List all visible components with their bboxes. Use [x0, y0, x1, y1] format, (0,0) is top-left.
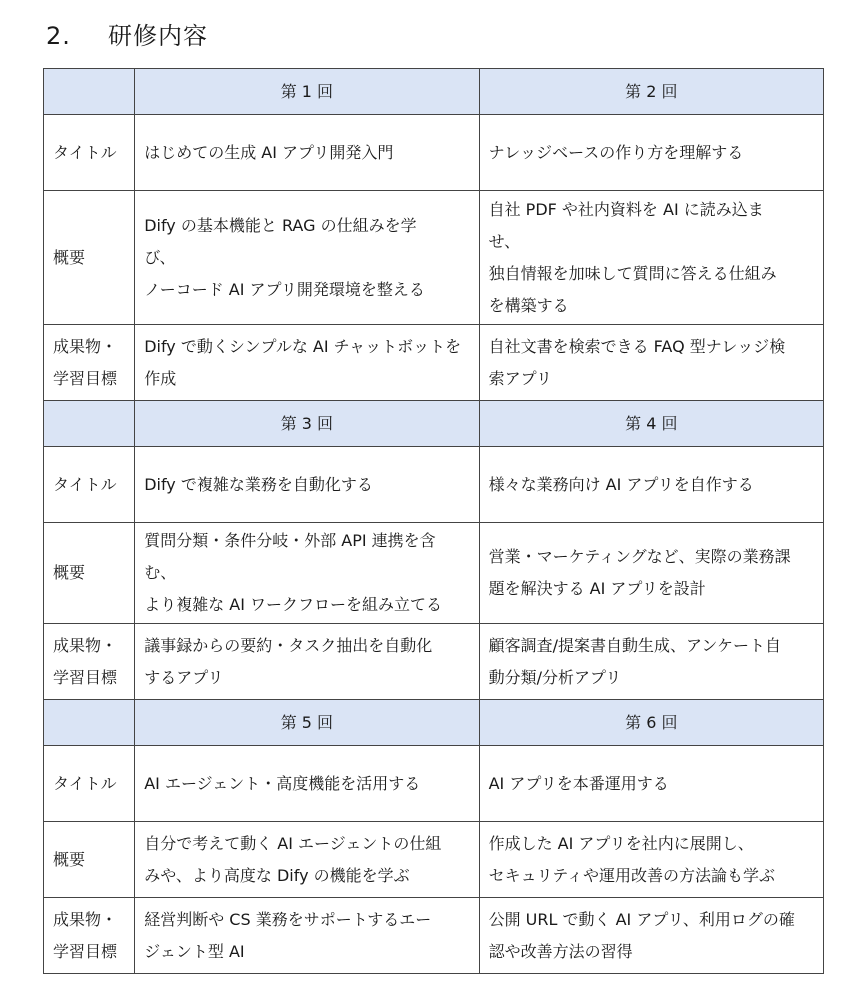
row-label-line: 概要 [53, 849, 86, 869]
session-header: 第 1 回 [135, 69, 479, 115]
cell-right-line: 認や改善方法の習得 [488, 941, 633, 961]
cell-left [135, 325, 479, 401]
row-label [44, 746, 135, 822]
cell-right [479, 822, 823, 898]
table-row-outcome [44, 624, 824, 700]
row-label [44, 523, 135, 624]
header-empty-cell [44, 69, 135, 115]
row-label-line: タイトル [53, 773, 117, 793]
cell-left-line: Dify で動くシンプルな AI チャットボットを [144, 336, 462, 356]
session-header: 第 4 回 [479, 401, 823, 447]
session-header: 第 2 回 [479, 69, 823, 115]
row-label [44, 898, 135, 974]
cell-right-line: 作成した AI アプリを社内に展開し、 [488, 833, 754, 853]
table-row-outcome [44, 898, 824, 974]
cell-left [135, 115, 479, 191]
row-label [44, 822, 135, 898]
cell-right-line: 題を解決する AI アプリを設計 [488, 579, 706, 598]
cell-right-line: 独自情報を加味して質問に答える仕組み [488, 263, 777, 283]
cell-right [479, 325, 823, 401]
table-row-title [44, 115, 824, 191]
cell-left [135, 191, 479, 325]
cell-right [479, 115, 823, 191]
cell-right [479, 523, 823, 624]
cell-left-line: はじめての生成 AI アプリ開発入門 [144, 142, 394, 162]
cell-left-line: む、 [144, 563, 177, 582]
cell-right [479, 191, 823, 325]
table-row-outcome [44, 325, 824, 401]
cell-left-line: ノーコード AI アプリ開発環境を整える [144, 279, 425, 299]
cell-left-line: 作成 [144, 368, 177, 388]
cell-right-line: 索アプリ [488, 368, 552, 388]
session-header: 第 3 回 [135, 401, 479, 447]
cell-left-line: Dify で複雑な業務を自動化する [144, 474, 373, 494]
row-label-line: 学習目標 [53, 941, 118, 961]
cell-left-line: みや、より高度な Dify の機能を学ぶ [144, 865, 410, 885]
header-empty-cell [44, 401, 135, 447]
cell-left-line: ジェント型 AI [144, 941, 245, 961]
cell-right [479, 624, 823, 700]
session-header: 第 6 回 [479, 700, 823, 746]
curriculum-table [43, 68, 824, 974]
row-label [44, 191, 135, 325]
session-header-row [44, 700, 824, 746]
row-label-line: 概要 [53, 247, 86, 267]
cell-right-line: を構築する [488, 295, 569, 315]
cell-left [135, 523, 479, 624]
cell-left [135, 447, 479, 523]
row-label-line: 成果物・ [53, 336, 118, 356]
cell-right-line: 自社 PDF や社内資料を AI に読み込ま [488, 199, 764, 219]
cell-right-line: 自社文書を検索できる FAQ 型ナレッジ検 [488, 336, 786, 356]
session-header-row [44, 401, 824, 447]
cell-right-line: 顧客調査/提案書自動生成、アンケート自 [488, 635, 782, 655]
table-row-title [44, 746, 824, 822]
session-header: 第 5 回 [135, 700, 479, 746]
row-label-line: タイトル [53, 142, 117, 162]
cell-right-line: 様々な業務向け AI アプリを自作する [488, 474, 754, 494]
cell-right [479, 447, 823, 523]
cell-right-line: 動分類/分析アプリ [488, 667, 622, 687]
row-label [44, 115, 135, 191]
cell-right-line: 営業・マーケティングなど、実際の業務課 [488, 547, 791, 566]
cell-left-line: AI エージェント・高度機能を活用する [144, 773, 421, 793]
row-label-line: 学習目標 [53, 368, 118, 388]
row-label [44, 325, 135, 401]
table-row-title [44, 447, 824, 523]
header-empty-cell [44, 700, 135, 746]
cell-right-line: ナレッジベースの作り方を理解する [488, 142, 744, 162]
row-label-line: 学習目標 [53, 667, 118, 687]
session-header-row [44, 69, 824, 115]
section-number: 2. [46, 22, 71, 50]
cell-left-line: より複雑な AI ワークフローを組み立てる [144, 595, 443, 614]
row-label-line: 概要 [53, 563, 86, 582]
cell-left-line: び、 [144, 247, 176, 267]
cell-right-line: AI アプリを本番運用する [488, 773, 669, 793]
cell-left-line: 議事録からの要約・タスク抽出を自動化 [144, 635, 433, 655]
cell-left-line: するアプリ [144, 667, 224, 687]
row-label-line: タイトル [53, 474, 117, 494]
cell-left [135, 898, 479, 974]
row-label [44, 447, 135, 523]
row-label-line: 成果物・ [53, 909, 118, 929]
cell-right [479, 898, 823, 974]
cell-left [135, 624, 479, 700]
cell-left-line: 質問分類・条件分岐・外部 API 連携を含 [144, 531, 436, 550]
cell-left [135, 746, 479, 822]
table-row-overview [44, 191, 824, 325]
row-label-line: 成果物・ [53, 635, 118, 655]
section-title: 研修内容 [108, 22, 208, 50]
table-row-overview [44, 822, 824, 898]
cell-right [479, 746, 823, 822]
cell-left-line: 自分で考えて動く AI エージェントの仕組 [144, 833, 442, 853]
cell-left-line: Dify の基本機能と RAG の仕組みを学 [144, 215, 417, 235]
cell-right-line: せ、 [488, 231, 521, 251]
cell-left [135, 822, 479, 898]
section-heading [46, 20, 208, 52]
row-label [44, 624, 135, 700]
cell-right-line: セキュリティや運用改善の方法論も学ぶ [488, 865, 775, 885]
table-row-overview [44, 523, 824, 624]
cell-right-line: 公開 URL で動く AI アプリ、利用ログの確 [488, 909, 795, 929]
cell-left-line: 経営判断や CS 業務をサポートするエー [144, 909, 432, 929]
